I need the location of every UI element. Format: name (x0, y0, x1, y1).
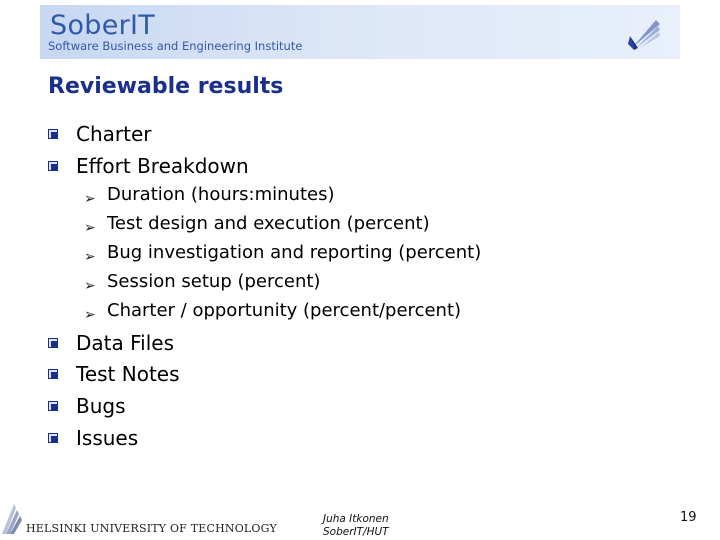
subbullet-text: Duration (hours:minutes) (107, 184, 335, 205)
author-block (323, 513, 389, 539)
square-bullet-icon (48, 401, 58, 411)
subbullet-text: Charter / opportunity (percent/percent) (107, 300, 462, 321)
page-number: 19 (680, 510, 697, 525)
header-banner (40, 5, 680, 59)
bullet-text: Charter (76, 122, 152, 146)
bullet-text: Issues (76, 426, 139, 450)
subbullet-text: Bug investigation and reporting (percent) (107, 242, 482, 263)
arrow-bullet-icon: ➢ (84, 220, 96, 236)
subbullet-text: Test design and execution (percent) (107, 213, 430, 234)
arrow-bullet-icon: ➢ (84, 278, 96, 294)
bullet-text: Bugs (76, 394, 126, 418)
bullet-text: Test Notes (76, 362, 180, 386)
bullet-text: Effort Breakdown (76, 154, 249, 178)
author-name: Juha Itkonen (323, 513, 389, 525)
hut-logo-icon (0, 500, 28, 536)
arrow-bullet-icon: ➢ (84, 191, 96, 207)
square-bullet-icon (48, 338, 58, 348)
square-bullet-icon (48, 433, 58, 443)
author-affiliation: SoberIT/HUT (323, 526, 389, 538)
university-name: HELSINKI UNIVERSITY OF TECHNOLOGY (26, 522, 277, 535)
soberit-wing-logo-icon (626, 14, 666, 54)
subbullet-text: Session setup (percent) (107, 271, 321, 292)
arrow-bullet-icon: ➢ (84, 307, 96, 323)
brand-name: SoberIT (50, 10, 156, 41)
square-bullet-icon (48, 369, 58, 379)
brand-subtitle: Software Business and Engineering Institute (48, 39, 303, 53)
bullet-text: Data Files (76, 331, 174, 355)
square-bullet-icon (48, 129, 58, 139)
square-bullet-icon (48, 161, 58, 171)
arrow-bullet-icon: ➢ (84, 249, 96, 265)
slide-title: Reviewable results (48, 74, 284, 99)
